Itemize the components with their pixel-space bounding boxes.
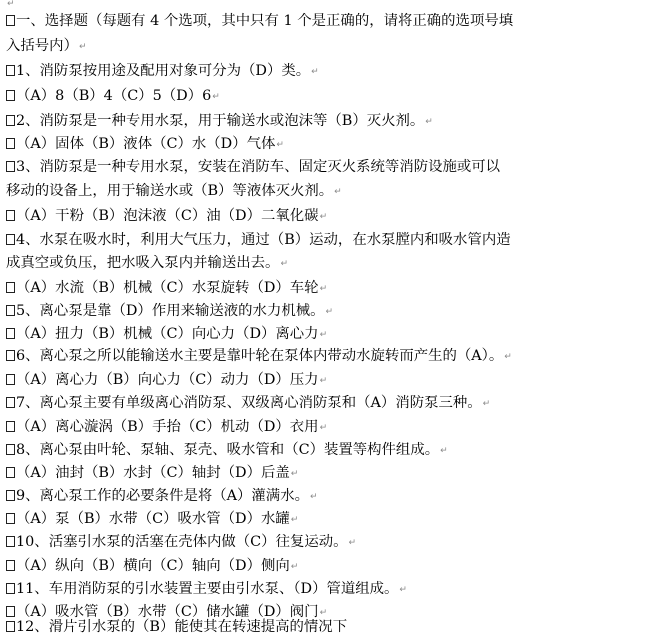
text-line <box>6 277 327 300</box>
list-bullet-box-icon <box>6 234 15 245</box>
line-text: 7、离心泵主要有单级离心消防泵、双级离心消防泵和（A）消防泵三种。 <box>16 395 482 411</box>
line-text: （A）离心力（B）向心力（C）动力（D）压力 <box>16 372 319 388</box>
paragraph-mark-icon: ↵ <box>348 538 357 548</box>
list-bullet-box-icon <box>6 444 15 455</box>
text-line <box>6 439 448 462</box>
paragraph-mark-icon: ↵ <box>311 67 319 77</box>
line-text: （A）吸水管（B）水带（C）储水罐（D）阀门 <box>16 604 319 620</box>
text-line <box>6 508 298 531</box>
paragraph-mark-icon: ↵ <box>482 399 491 409</box>
line-text: （A）水流（B）机械（C）水泵旋转（D）车轮 <box>16 280 319 296</box>
list-bullet-box-icon <box>6 210 15 221</box>
paragraph-mark-icon: ↵ <box>319 330 328 340</box>
list-bullet-box-icon <box>6 115 15 126</box>
list-bullet-box-icon <box>6 560 15 571</box>
list-bullet-box-icon <box>6 583 15 594</box>
list-bullet-box-icon <box>6 350 15 361</box>
paragraph-mark-icon: ↵ <box>504 352 512 362</box>
text-line <box>6 369 327 392</box>
text-line <box>6 531 356 554</box>
text-line <box>6 300 333 323</box>
line-text: 1、消防泵按用途及配用对象可分为（D）类。 <box>16 63 311 79</box>
list-bullet-box-icon <box>6 467 15 478</box>
line-text: 9、离心泵工作的必要条件是将（A）灌满水。 <box>16 488 309 504</box>
text-line <box>6 345 512 368</box>
list-bullet-box-icon <box>6 621 15 632</box>
line-text: （A）扭力（B）机械（C）向心力（D）离心力 <box>16 326 319 342</box>
list-bullet-box-icon <box>6 90 15 101</box>
text-line <box>6 110 433 133</box>
paragraph-mark-icon: ↵ <box>325 307 334 317</box>
paragraph-mark-icon: ↵ <box>319 376 328 386</box>
paragraph-mark-icon: ↵ <box>399 585 407 595</box>
line-text: 3、消防泵是一种专用水泵，安装在消防车、固定灭火系统等消防设施或可以 <box>16 159 501 175</box>
paragraph-mark-icon: ↵ <box>276 140 284 150</box>
list-bullet-box-icon <box>6 397 15 408</box>
paragraph-mark-icon: ↵ <box>319 423 328 433</box>
paragraph-mark-icon: ↵ <box>78 42 87 52</box>
list-bullet-box-icon <box>6 305 15 316</box>
list-bullet-box-icon <box>6 421 15 432</box>
list-bullet-box-icon <box>6 138 15 149</box>
line-text: 8、离心泵由叶轮、泵轴、泵壳、吸水管和（C）装置等构件组成。 <box>16 442 440 458</box>
text-line <box>6 205 327 228</box>
line-text: （A）离心漩涡（B）手抬（C）机动（D）衣用 <box>16 419 319 435</box>
list-bullet-box-icon <box>6 65 15 76</box>
list-bullet-box-icon <box>6 513 15 524</box>
text-line <box>6 578 407 601</box>
paragraph-mark-icon: ↵ <box>212 92 220 102</box>
line-text: （A）油封（B）水封（C）轴封（D）后盖 <box>16 465 290 481</box>
line-text: 一、选择题（每题有 4 个选项，其中只有 1 个是正确的，请将正确的选项号填 <box>16 13 514 29</box>
line-text: （A）8（B）4（C）5（D）6 <box>16 88 212 104</box>
line-text: 4、水泵在吸水时，利用大气压力，通过（B）运动，在水泵膛内和吸水管内造 <box>16 232 511 248</box>
line-text: 5、离心泵是靠（D）作用来输送液的水力机械。 <box>16 303 325 319</box>
text-line <box>6 156 500 179</box>
text-line <box>6 35 87 58</box>
list-bullet-box-icon <box>6 282 15 293</box>
line-text: 入括号内） <box>6 38 78 54</box>
line-text: （A）纵向（B）横向（C）轴向（D）侧向 <box>16 558 290 574</box>
paragraph-mark-icon: ↵ <box>280 259 288 269</box>
list-bullet-box-icon <box>6 374 15 385</box>
list-bullet-box-icon <box>6 15 15 26</box>
text-line <box>6 392 490 415</box>
text-line <box>6 555 298 578</box>
list-bullet-box-icon <box>6 490 15 501</box>
paragraph-mark-icon: ↵ <box>334 187 342 197</box>
list-bullet-box-icon <box>6 328 15 339</box>
text-line <box>6 416 327 439</box>
cut-off-text-line <box>6 616 646 639</box>
text-line <box>6 180 342 203</box>
text-line <box>6 60 319 83</box>
paragraph-mark-icon: ↵ <box>309 492 318 502</box>
paragraph-mark-icon: ↵ <box>290 562 299 572</box>
text-line <box>6 462 298 485</box>
text-line <box>6 133 284 156</box>
paragraph-mark-icon: ↵ <box>319 284 328 294</box>
line-text: （A）泵（B）水带（C）吸水管（D）水罐 <box>16 511 290 527</box>
section-heading-line <box>6 10 513 33</box>
list-bullet-box-icon <box>6 536 15 547</box>
text-line <box>6 323 327 346</box>
line-text: （A）固体（B）液体（C）水（D）气体 <box>16 136 276 152</box>
text-line <box>6 485 318 508</box>
paragraph-mark-icon: ↵ <box>440 446 448 456</box>
line-text: 2、消防泵是一种专用水泵，用于输送水或泡沫等（B）灭火剂。 <box>16 113 425 129</box>
paragraph-mark-icon: ↵ <box>319 212 328 222</box>
line-text: 移动的设备上，用于输送水或（B）等液体灭火剂。 <box>6 183 334 199</box>
paragraph-mark-icon: ↵ <box>290 515 299 525</box>
paragraph-mark-icon: ↵ <box>425 117 433 127</box>
line-text: 11、车用消防泵的引水装置主要由引水泵、（D）管道组成。 <box>16 581 399 597</box>
line-text: （A）干粉（B）泡沫液（C）油（D）二氧化碳 <box>16 208 319 224</box>
line-text: 6、离心泵之所以能输送水主要是靠叶轮在泵体内带动水旋转而产生的（A）。 <box>16 348 504 364</box>
line-text: 成真空或负压，把水吸入泵内并输送出去。 <box>6 255 280 271</box>
paragraph-mark-icon: ↵ <box>319 608 328 618</box>
text-line <box>6 229 511 252</box>
line-text: 12、滑片引水泵的（B）能使其在转速提高的情况下 <box>16 619 348 635</box>
list-bullet-box-icon <box>6 161 15 172</box>
paragraph-mark-icon: ↵ <box>290 469 299 479</box>
text-line <box>6 85 220 108</box>
line-text: 10、活塞引水泵的活塞在壳体内做（C）往复运动。 <box>16 534 348 550</box>
text-line <box>6 252 288 275</box>
paragraph-mark-icon: ↵ <box>7 0 15 9</box>
